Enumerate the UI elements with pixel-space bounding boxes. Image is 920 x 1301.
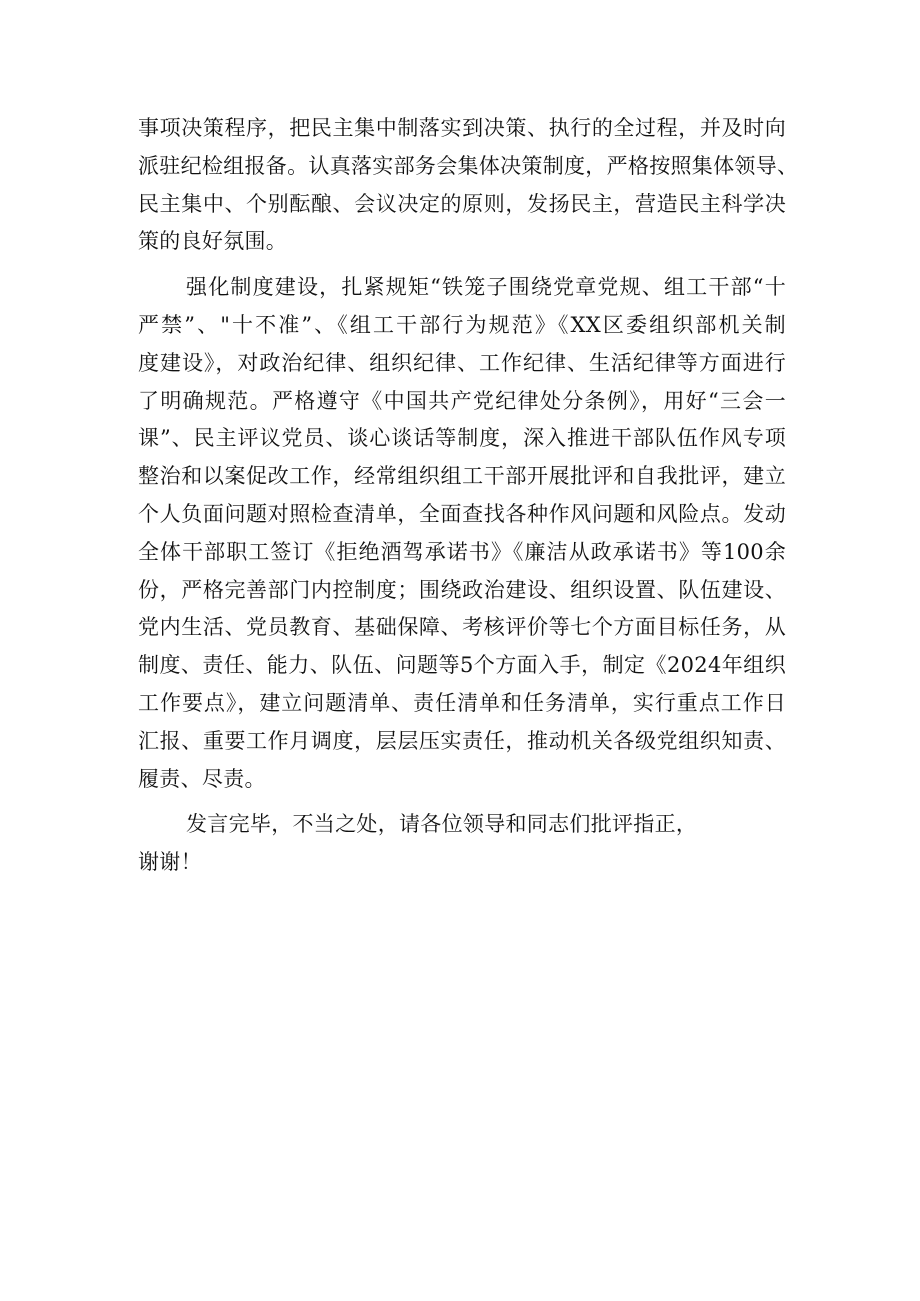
paragraph-decision-procedure (138, 110, 799, 261)
text-line: 工作要点》，建立问题清单、责任清单和任务清单，实行重点工作日 (138, 690, 786, 715)
paragraph-closing (138, 806, 786, 882)
text-line: 份，严格完善部门内控制度；围绕政治建设、组织设置、队伍建设、 (138, 577, 786, 602)
paragraph-spacer (138, 798, 786, 806)
text-line: 汇报、重要工作月调度，层层压实责任，推动机关各级党组织知责、 (138, 728, 786, 753)
paragraph-spacer (138, 261, 786, 269)
text-line: 课”、民主评议党员、谈心谈话等制度，深入推进干部队伍作风专项 (138, 426, 786, 451)
closing-thanks: 谢谢！ (138, 850, 202, 875)
text-line: 严禁”、"十不准”、《组工干部行为规范》《XX区委组织部机关制 (138, 312, 786, 337)
text-line: 强化制度建设，扎紧规矩“铁笼子围绕党章党规、组工干部“十 (186, 275, 786, 300)
text-line: 度建设》，对政治纪律、组织纪律、工作纪律、生活纪律等方面进行 (138, 350, 786, 375)
text-line: 党内生活、党员教育、基础保障、考核评价等七个方面目标任务，从 (138, 615, 786, 640)
text-line: 事项决策程序，把民主集中制落实到决策、执行的全过程，并及时向 (138, 116, 786, 140)
document-body (138, 110, 799, 882)
text-line: 策的良好氛围。 (138, 229, 288, 254)
text-line: 整治和以案促改工作，经常组织组工干部开展批评和自我批评，建立 (138, 464, 786, 489)
text-line: 民主集中、个别酝酿、会议决定的原则，发扬民主，营造民主科学决 (138, 191, 786, 216)
text-line: 了明确规范。严格遵守《中国共产党纪律处分条例》，用好“三会一 (138, 388, 786, 413)
paragraph-system-building (138, 269, 786, 798)
text-line: 履责、尽责。 (138, 766, 266, 791)
text-line: 全体干部职工签订《拒绝酒驾承诺书》《廉洁从政承诺书》等100余 (138, 539, 786, 564)
closing-line: 发言完毕，不当之处，请各位领导和同志们批评指正， (186, 812, 698, 837)
text-line: 制度、责任、能力、队伍、问题等5个方面入手，制定《2024年组织 (138, 653, 786, 678)
text-line: 个人负面问题对照检查清单，全面查找各种作风问题和风险点。发动 (138, 501, 786, 526)
text-line: 派驻纪检组报备。认真落实部务会集体决策制度，严格按照集体领导、 (138, 153, 799, 178)
